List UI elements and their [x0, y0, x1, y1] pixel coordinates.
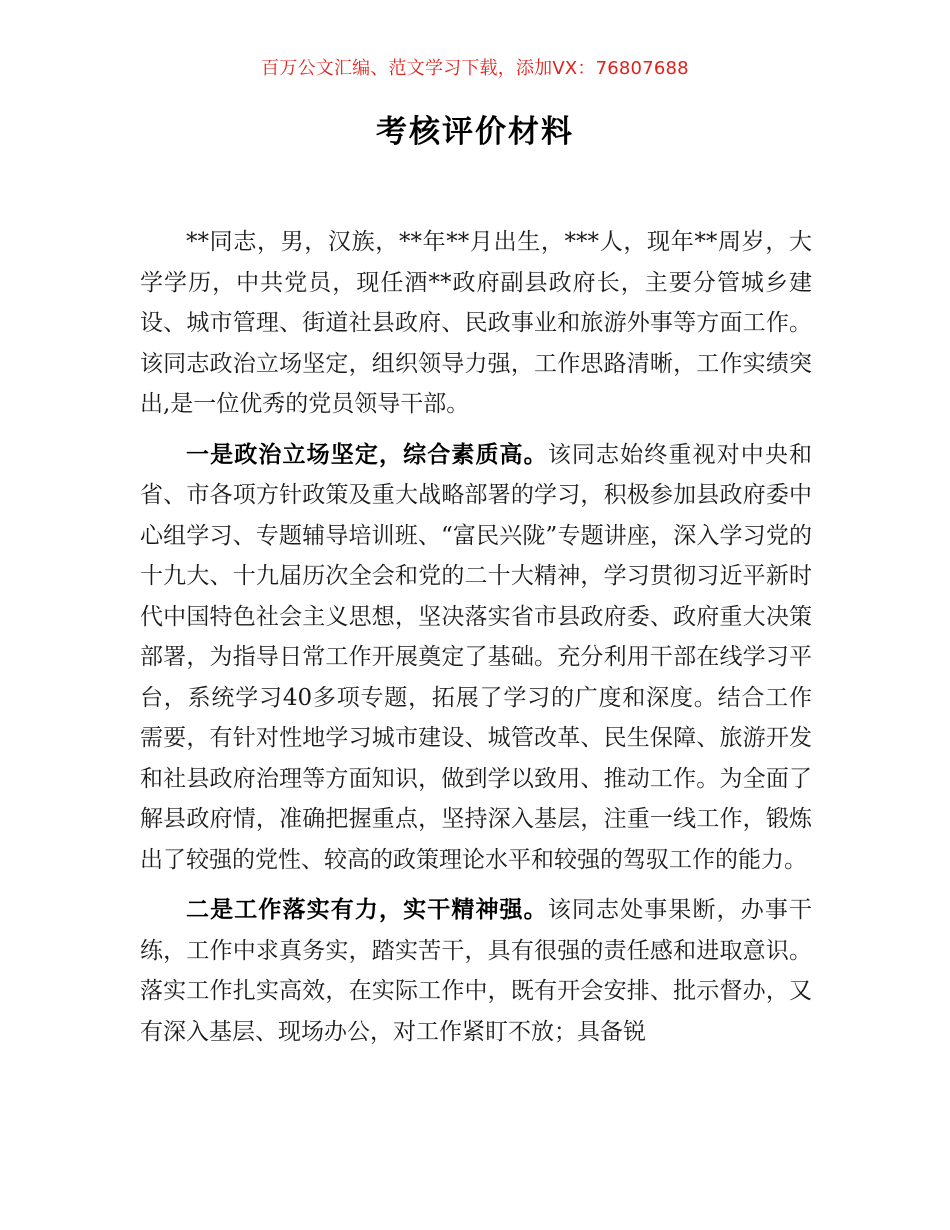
- document-body: [140, 222, 812, 1062]
- watermark-header: 百万公文汇编、范文学习下载，添加VX：76807688: [261, 58, 689, 79]
- paragraph-point-one: [140, 435, 812, 881]
- paragraph-intro: [140, 222, 812, 425]
- paragraph-text: 该同志始终重视对中央和省、市各项方针政策及重大战略部署的学习，积极参加县政府委中心组学习、专题辅导培训班、“富民兴陇”专题讲座，深入学习党的十九大、十九届历次全会和党的二十大精神，学习贯彻习近平新时代中国特色社会主义思想，坚决落实省市县政府委、政府重大决策部署，为指导日常工作开展奠定了基础。充分利用干部在线学习平台，系统学习40多项专题，拓展了学习的广度和深度。结合工作需要，有针对性地学习城市建设、城管改革、民生保障、旅游开发和社县政府治理等方面知识，做到学以致用、推动工作。为全面了解县政府情，准确把握重点，坚持深入基层，注重一线工作，锻炼出了较强的党性、较高的政策理论水平和较强的驾驭工作的能力。: [140, 441, 813, 873]
- document-title: 考核评价材料: [376, 114, 574, 150]
- paragraph-lead: 二是工作落实有力，实干精神强。: [186, 896, 548, 923]
- paragraph-point-two: [140, 890, 812, 1052]
- paragraph-text: 该同志处事果断，办事干练，工作中求真务实，踏实苦干，具有很强的责任感和进取意识。落实工作扎实高效，在实际工作中，既有开会安排、批示督办，又有深入基层、现场办公，对工作紧盯不放；具备锐: [140, 897, 813, 1045]
- paragraph-lead: 一是政治立场坚定，综合素质高。: [186, 440, 548, 468]
- paragraph-text: **同志，男，汉族，**年**月出生，***人，现年**周岁，大学学历，中共党员，现任酒**政府副县政府长，主要分管城乡建设、城市管理、街道社县政府、民政事业和旅游外事等方面工作。该同志政治立场坚定，组织领导力强，工作思路清晰，工作实绩突出,是一位优秀的党员领导干部。: [140, 229, 812, 417]
